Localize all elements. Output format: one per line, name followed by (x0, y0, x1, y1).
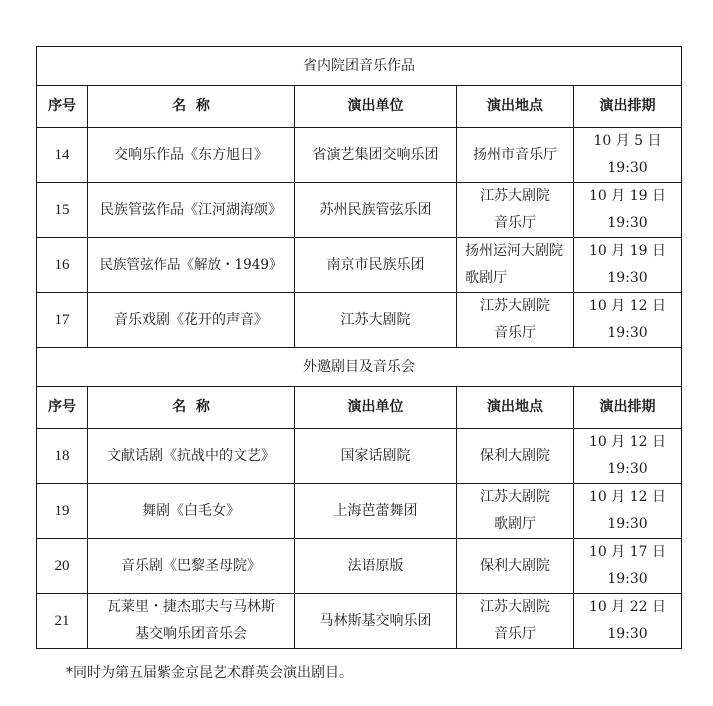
row-name-text: 瓦莱里・捷杰耶夫与马林斯基交响乐团音乐会 (107, 599, 275, 642)
row-unit: 法语原版 (295, 539, 457, 594)
section-title-row (37, 348, 682, 387)
row-seq: 20 (37, 539, 88, 594)
row-venue-line: 江苏大剧院 音乐厅 (480, 188, 550, 231)
row-time: 19:30 (607, 626, 648, 642)
row-time: 19:30 (607, 215, 648, 231)
row-venue-line: 扬州运河大剧院歌剧厅 (465, 243, 563, 286)
row-venue (457, 293, 574, 348)
row-time: 19:30 (607, 325, 648, 341)
row-seq: 21 (37, 594, 88, 649)
table-row (37, 594, 682, 649)
row-unit: 马林斯基交响乐团 (295, 594, 457, 649)
row-unit: 江苏大剧院 (295, 293, 457, 348)
row-time: 19:30 (607, 571, 648, 587)
table-row (37, 183, 682, 238)
row-name: 舞剧《白毛女》 (88, 484, 295, 539)
row-schedule (574, 594, 682, 649)
row-schedule (574, 484, 682, 539)
row-unit: 苏州民族管弦乐团 (295, 183, 457, 238)
row-date: 10 月 5 日 (593, 133, 662, 149)
footnote: *同时为第五届紫金京昆艺术群英会演出剧目。 (66, 665, 353, 681)
row-date: 10 月 17 日 (589, 544, 666, 560)
row-schedule (574, 183, 682, 238)
row-name: 交响乐作品《东方旭日》 (88, 128, 295, 183)
table-row (37, 293, 682, 348)
row-time: 19:30 (607, 160, 648, 176)
row-schedule (574, 238, 682, 293)
row-seq: 14 (37, 128, 88, 183)
row-date: 10 月 12 日 (589, 298, 666, 314)
row-seq: 18 (37, 429, 88, 484)
row-unit: 上海芭蕾舞团 (295, 484, 457, 539)
row-seq: 17 (37, 293, 88, 348)
row-time: 19:30 (607, 516, 648, 532)
row-name (88, 594, 295, 649)
section-title: 省内院团音乐作品 (37, 47, 682, 86)
row-date: 10 月 12 日 (589, 489, 666, 505)
table-row (37, 429, 682, 484)
program-schedule-table (36, 46, 682, 649)
row-unit: 国家话剧院 (295, 429, 457, 484)
row-venue: 扬州市音乐厅 (457, 128, 574, 183)
header-seq: 序号 (37, 86, 88, 128)
row-name: 民族管弦作品《江河湖海颂》 (88, 183, 295, 238)
row-venue-line: 江苏大剧院 歌剧厅 (480, 489, 550, 532)
header-seq: 序号 (37, 387, 88, 429)
row-schedule (574, 429, 682, 484)
table-row (37, 484, 682, 539)
table-header-row (37, 86, 682, 128)
row-venue: 保利大剧院 (457, 539, 574, 594)
row-unit: 南京市民族乐团 (295, 238, 457, 293)
row-venue (457, 594, 574, 649)
row-seq: 15 (37, 183, 88, 238)
row-date: 10 月 22 日 (589, 599, 666, 615)
row-name: 音乐剧《巴黎圣母院》 (88, 539, 295, 594)
row-name: 民族管弦作品《解放・1949》 (88, 238, 295, 293)
row-time: 19:30 (607, 270, 648, 286)
header-unit: 演出单位 (295, 86, 457, 128)
header-name: 名 称 (88, 86, 295, 128)
row-seq: 19 (37, 484, 88, 539)
header-venue: 演出地点 (457, 86, 574, 128)
row-schedule (574, 128, 682, 183)
header-schedule: 演出排期 (574, 387, 682, 429)
row-venue: 保利大剧院 (457, 429, 574, 484)
row-schedule (574, 293, 682, 348)
row-time: 19:30 (607, 461, 648, 477)
header-venue: 演出地点 (457, 387, 574, 429)
section-title-row (37, 47, 682, 86)
row-seq: 16 (37, 238, 88, 293)
row-venue-line: 江苏大剧院 音乐厅 (480, 599, 550, 642)
header-schedule: 演出排期 (574, 86, 682, 128)
row-name: 文献话剧《抗战中的文艺》 (88, 429, 295, 484)
section-title: 外邀剧目及音乐会 (37, 348, 682, 387)
row-venue (457, 484, 574, 539)
header-name: 名 称 (88, 387, 295, 429)
table-header-row (37, 387, 682, 429)
row-name: 音乐戏剧《花开的声音》 (88, 293, 295, 348)
table-row (37, 238, 682, 293)
row-venue-line: 江苏大剧院 音乐厅 (480, 298, 550, 341)
row-unit: 省演艺集团交响乐团 (295, 128, 457, 183)
table-row (37, 539, 682, 594)
row-schedule (574, 539, 682, 594)
row-date: 10 月 12 日 (589, 434, 666, 450)
header-unit: 演出单位 (295, 387, 457, 429)
row-venue (457, 183, 574, 238)
table-row (37, 128, 682, 183)
row-date: 10 月 19 日 (589, 243, 666, 259)
row-date: 10 月 19 日 (589, 188, 666, 204)
row-venue (457, 238, 574, 293)
